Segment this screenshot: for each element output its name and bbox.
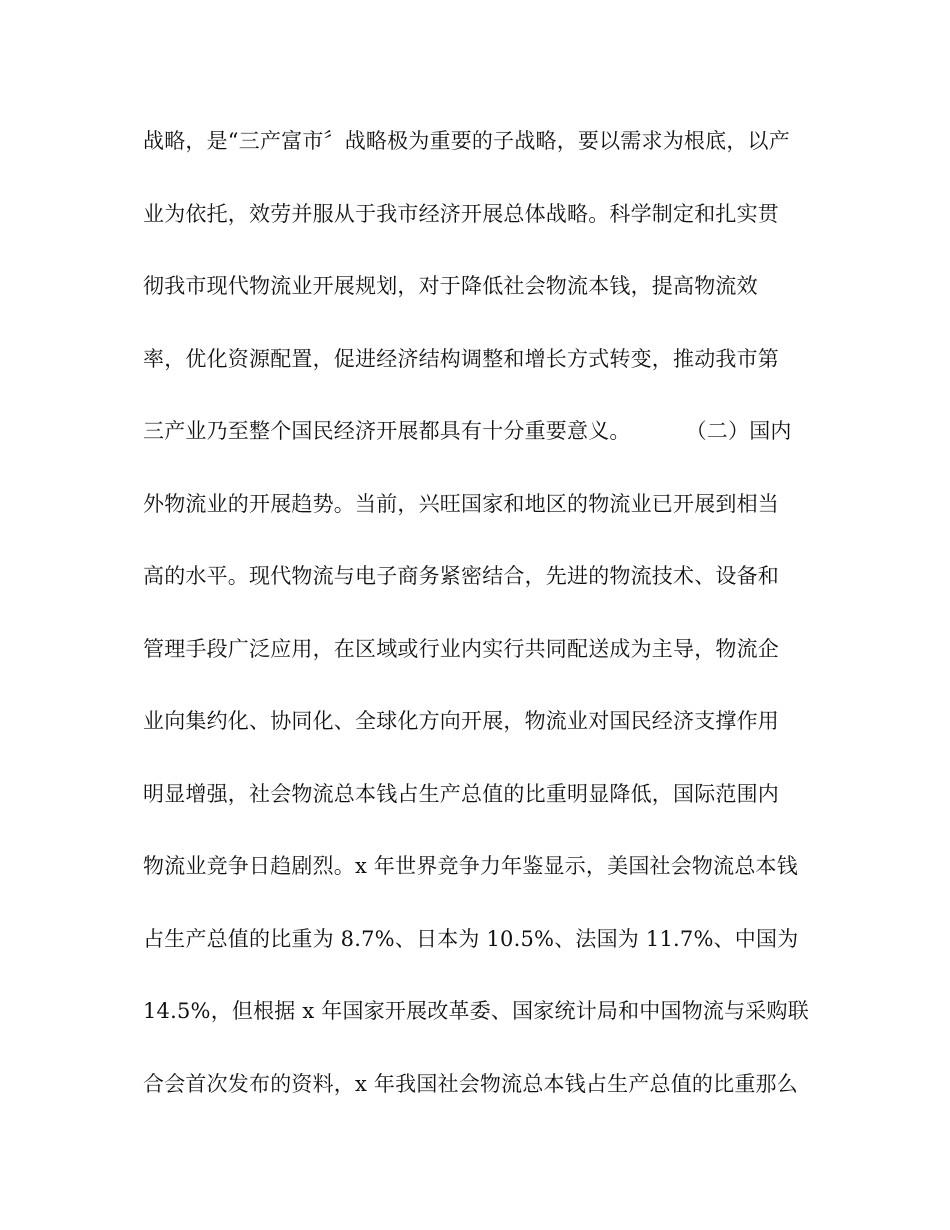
text-line: 合会首次发布的资料，x 年我国社会物流总本钱占生产总值的比重那么 bbox=[143, 1071, 798, 1096]
text-line: 业为依托，效劳并服从于我市经济开展总体战略。科学制定和扎实贯 bbox=[143, 201, 779, 226]
text-line: 管理手段广泛应用，在区域或行业内实行共同配送成为主导，物流企 bbox=[143, 636, 779, 661]
text-line: 明显增强，社会物流总本钱占生产总值的比重明显降低，国际范围内 bbox=[143, 781, 779, 806]
text-line: 外物流业的开展趋势。当前，兴旺国家和地区的物流业已开展到相当 bbox=[143, 491, 779, 516]
text-line: 三产业乃至整个国民经济开展都具有十分重要意义。 （二）国内 bbox=[143, 419, 792, 443]
text-line: 率，优化资源配置，促进经济结构调整和增长方式转变，推动我市第 bbox=[143, 346, 779, 371]
body-text bbox=[143, 121, 823, 1136]
text-line: 14.5%，但根据 x 年国家开展改革委、国家统计局和中国物流与采购联 bbox=[143, 999, 809, 1023]
text-line: 占生产总值的比重为 8.7%、日本为 10.5%、法国为 11.7%、中国为 bbox=[143, 926, 799, 951]
text-line: 业向集约化、协同化、全球化方向开展，物流业对国民经济支撑作用 bbox=[143, 709, 779, 733]
text-line: 高的水平。现代物流与电子商务紧密结合，先进的物流技术、设备和 bbox=[143, 564, 779, 588]
text-line: 物流业竞争日趋剧烈。x 年世界竞争力年鉴显示，美国社会物流总本钱 bbox=[143, 854, 798, 878]
text-line: 彻我市现代物流业开展规划，对于降低社会物流本钱，提高物流效 bbox=[143, 274, 758, 298]
text-line: 战略，是“三产富市〞战略极为重要的子战略，要以需求为根底，以产 bbox=[143, 129, 790, 153]
